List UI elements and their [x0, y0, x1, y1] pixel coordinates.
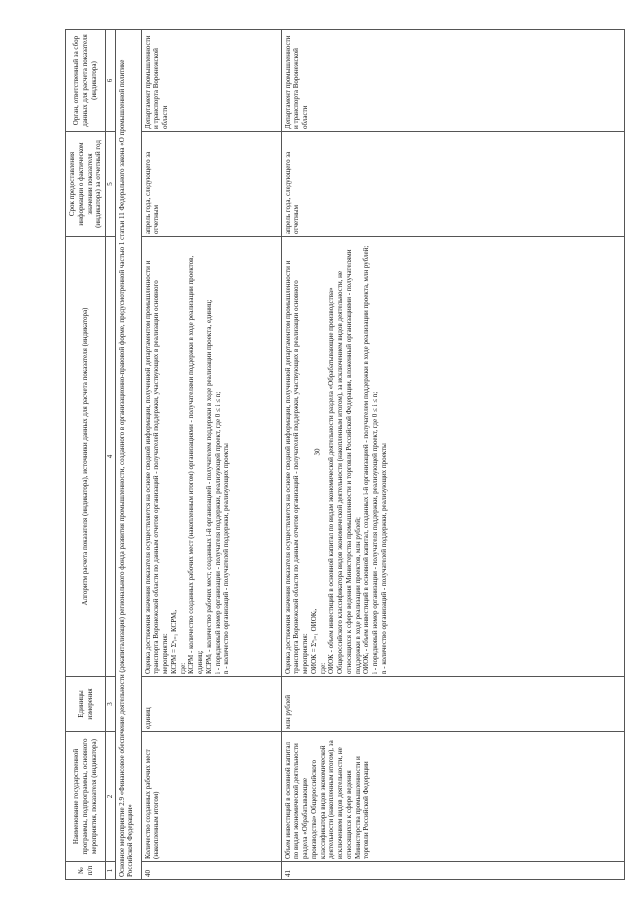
header-num: № п/п	[66, 862, 106, 880]
row-name: Объем инвестиций в основной капитал по видам экономической деятельности раздела «Обрабатывающие производства» Общероссийского классификатора видов экономической деятельности (накопленным итогом), за исключением видов деятельности, не относящихся к сфере ведения Министерства промышленности и торговли Российской Федерации	[282, 732, 625, 862]
algorithm-line: i - порядковый номер организации - получателя поддержки, реализующей проект, где 0 ≤ i ≤ n;	[213, 391, 222, 674]
row-deadline: апрель года, следующего за отчетным	[142, 132, 282, 237]
table-row	[282, 30, 625, 880]
row-authority: Департамент промышленности и транспорта Воронежской области	[282, 30, 625, 132]
table-row	[142, 30, 282, 880]
row-unit: единиц	[142, 677, 282, 732]
algorithm-line: ОИОКᵢ - объем инвестиций в основной капитал, созданных i-й организацией - получателем поддержки в ходе реализации проекта, млн рублей;	[362, 245, 371, 674]
row-deadline: апрель года, следующего за отчетным	[282, 132, 625, 237]
formula-line: ОИОК = Σⁿᵢ₌₁ ОИОКᵢ,	[309, 608, 318, 674]
header-deadline: Срок предоставления информации о фактическом значении показателя (индикатора) за отчетный год	[66, 132, 106, 237]
rotated-table-container	[65, 30, 625, 880]
section-row	[116, 30, 142, 880]
column-number-row	[106, 30, 116, 880]
col-number: 3	[106, 677, 116, 732]
page-number: 30	[313, 448, 322, 456]
row-name: Количество созданных рабочих мест (накопленным итогом)	[142, 732, 282, 862]
algorithm-line: Оценка достижения значения показателя осуществляется на основе сводной информации, полученной департаментом промышленности и транспорта Воронежской области по данным отчетов организаций - получателей поддержки, участвующих в реализации основного мероприятия:	[283, 260, 309, 674]
formula-line: КСРМ = Σⁿᵢ₌₁ КСРМᵢ,	[169, 609, 178, 674]
col-number: 1	[106, 862, 116, 880]
col-number: 6	[106, 30, 116, 132]
row-unit: млн рублей	[282, 677, 625, 732]
algorithm-line: n - количество организаций - получателей поддержки, реализующих проекты	[222, 443, 231, 674]
header-authority: Орган, ответственный за сбор данных для расчета показателя (индикатора)	[66, 30, 106, 132]
header-name: Наименование государственной программы, подпрограммы, основного мероприятия, показателя (индикатора)	[66, 732, 106, 862]
col-number: 2	[106, 732, 116, 862]
row-algorithm	[142, 237, 282, 677]
header-unit: Единицы измерения	[66, 677, 106, 732]
row-authority: Департамент промышленности и транспорта Воронежской области	[142, 30, 282, 132]
header-algorithm: Алгоритм расчета показателя (индикатора), источники данных для расчета показателя (индикатора)	[66, 237, 106, 677]
algorithm-line: n - количество организаций - получателей поддержки, реализующих проекты	[379, 443, 388, 674]
section-title: Основное мероприятие 2.9 «Финансовое обеспечение деятельности (докапитализация) регионального фонда развития промышленности, созданного в организационно-правовой форме, предусмотренной частью 1 статьи 11 Федерального закона «О промышленной политике Российской Федерации»	[116, 30, 142, 880]
algorithm-line: где:	[178, 662, 187, 674]
header-row	[66, 30, 106, 880]
algorithm-line: КСРМᵢ - количество рабочих мест, созданных i-й организацией - получателем поддержки в ходе реализации проекта, единиц;	[204, 299, 213, 674]
indicators-table	[65, 29, 625, 880]
row-num: 41	[282, 862, 625, 880]
algorithm-line: ОИОК - объем инвестиций в основной капитал по видам экономической деятельности раздела «Обрабатывающие производства» Общероссийского классификатора видов экономической деятельности (накопленным итогом), за исключением видов деятельности, не относящихся к сфере ведения Министерства промышленности и торговли Российской Федерации, вложенный организациями - получателями поддержки в ходе реализации проектов, млн рублей;	[327, 249, 362, 674]
algorithm-line: Оценка достижения значения показателя осуществляется на основе сводной информации, полученной департаментом промышленности и транспорта Воронежской области по данным отчетов организаций - получателей поддержки, участвующих в реализации основного мероприятия:	[143, 260, 169, 674]
algorithm-line: где:	[318, 662, 327, 674]
row-algorithm	[282, 237, 625, 677]
algorithm-line: i - порядковый номер организации - получателя поддержки, реализующей проект, где 0 ≤ i ≤ n;	[371, 391, 379, 674]
row-num: 40	[142, 862, 282, 880]
col-number: 5	[106, 132, 116, 237]
algorithm-line: КСРМ - количество созданных рабочих мест (накопленным итогом) организациями - получателями поддержки в ходе реализации проектов, единиц;	[187, 255, 204, 674]
col-number: 4	[106, 237, 116, 677]
